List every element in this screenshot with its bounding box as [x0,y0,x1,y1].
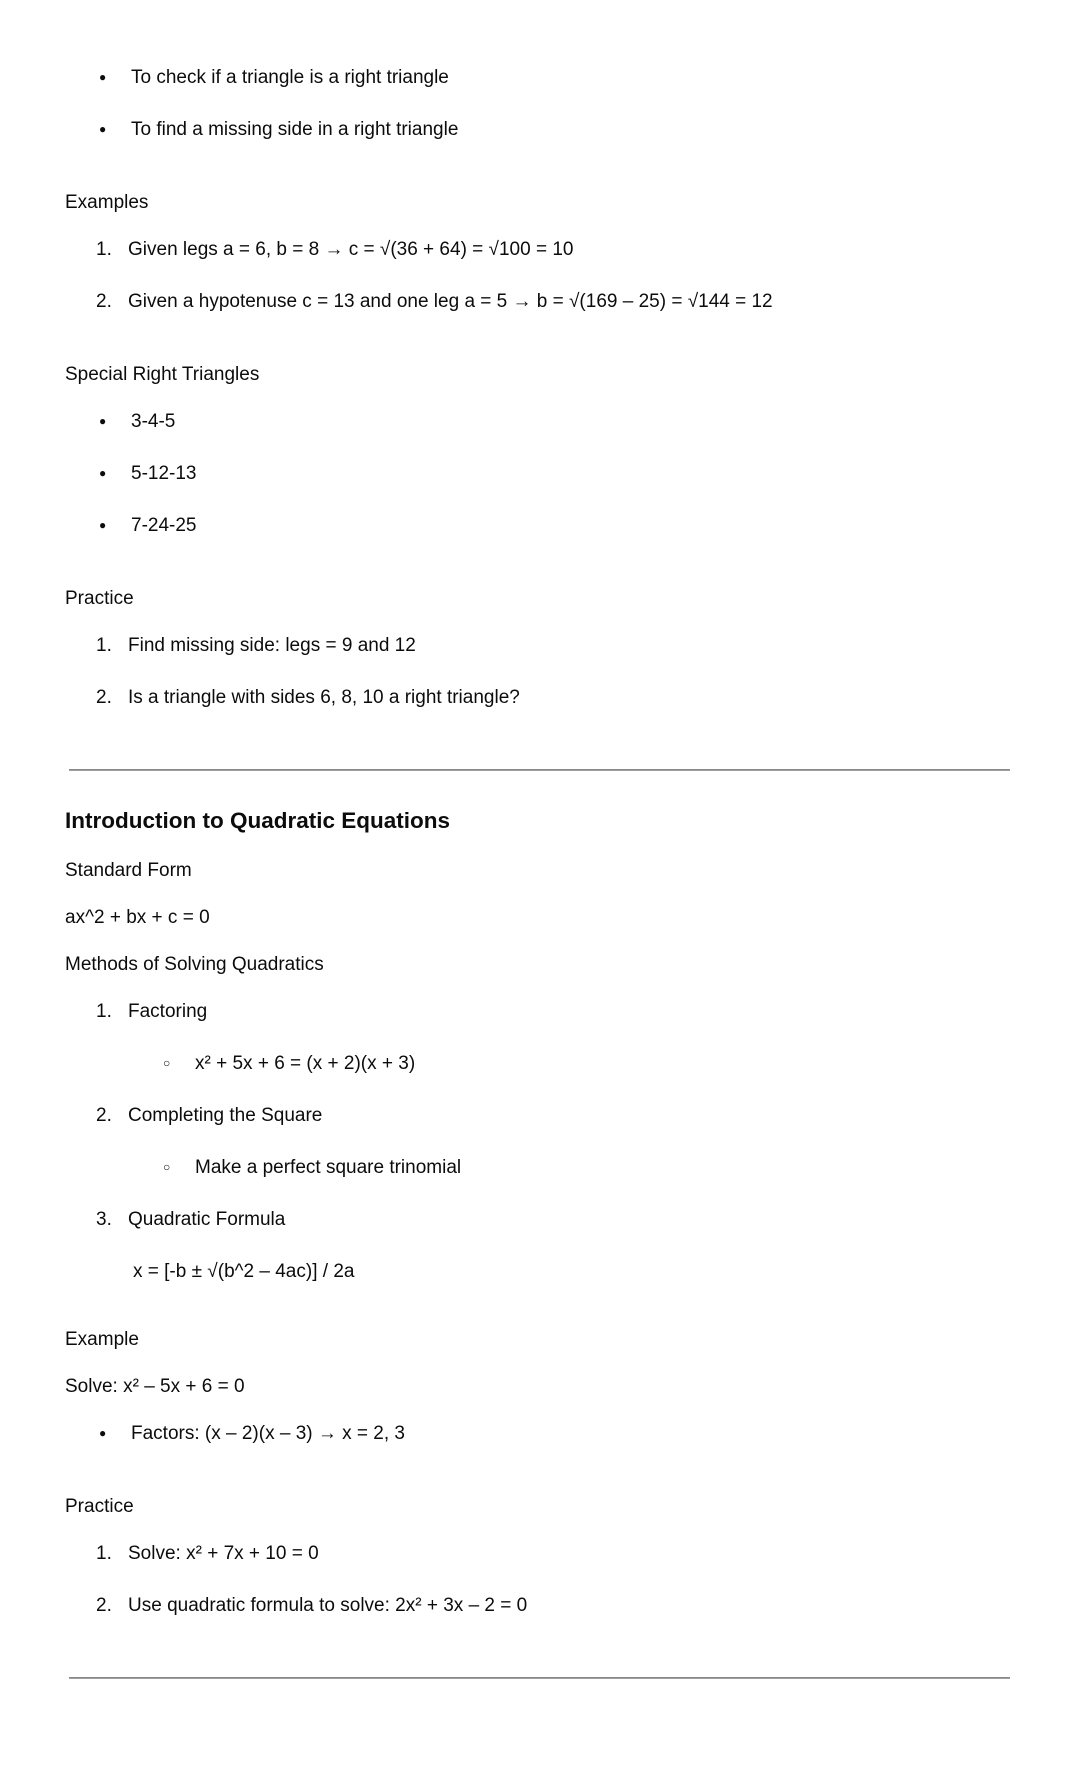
document-body [65,66,1010,1715]
numbered-item [65,1104,1010,1127]
paragraph: Practice [65,588,134,609]
list-item-text: To find a missing side in a right triangle [131,119,459,140]
list-number: 2. [96,687,112,708]
paragraph: Solve: x² – 5x + 6 = 0 [65,1376,245,1397]
list-item-text: Given legs a = 6, b = 8 → c = √(36 + 64) = √100 = 10 [128,239,574,260]
paragraph: Examples [65,192,149,213]
bullet-marker: ● [99,122,107,136]
bullet-marker: ● [99,466,107,480]
bullet-marker: ● [99,518,107,532]
sub-bullet-marker: ○ [163,1056,171,1070]
list-item-text: 3-4-5 [131,411,176,432]
sub-bullet-marker: ○ [163,1160,171,1174]
list-item-text: Quadratic Formula [128,1209,286,1230]
paragraph: Special Right Triangles [65,364,260,385]
paragraph: Methods of Solving Quadratics [65,954,324,975]
list-number: 1. [96,1001,112,1022]
list-item-text: Solve: x² + 7x + 10 = 0 [128,1543,319,1564]
list-item-text: Given a hypotenuse c = 13 and one leg a = 5 → b = √(169 – 25) = √144 = 12 [128,291,773,312]
paragraph: Standard Form [65,860,192,881]
sub-bullet-item [65,1052,1010,1075]
numbered-item [65,1594,1010,1617]
bullet-item [65,462,1010,485]
list-number: 1. [96,239,112,260]
bullet-item [65,66,1010,89]
list-item-text: Completing the Square [128,1105,323,1126]
horizontal-rule [69,1677,1010,1679]
list-number: 2. [96,1105,112,1126]
bullet-item [65,514,1010,537]
bullet-marker: ● [99,1426,107,1440]
numbered-item [65,1542,1010,1565]
numbered-item [65,1208,1010,1231]
list-item-text: Is a triangle with sides 6, 8, 10 a right triangle? [128,687,520,708]
numbered-item [65,634,1010,657]
horizontal-rule [69,769,1010,771]
list-item-text: Make a perfect square trinomial [195,1157,462,1178]
paragraph: ax^2 + bx + c = 0 [65,907,210,928]
numbered-item [65,238,1010,261]
paragraph: x = [-b ± √(b^2 – 4ac)] / 2a [133,1261,355,1282]
list-number: 3. [96,1209,112,1230]
paragraph: Practice [65,1496,134,1517]
list-item-text: 5-12-13 [131,463,197,484]
list-item-text: Factoring [128,1001,208,1022]
list-item-text: To check if a triangle is a right triangle [131,67,449,88]
paragraph: Example [65,1329,139,1350]
list-item-text: 7-24-25 [131,515,197,536]
list-number: 1. [96,635,112,656]
bullet-marker: ● [99,70,107,84]
bullet-item [65,118,1010,141]
list-item-text: Find missing side: legs = 9 and 12 [128,635,416,656]
sub-bullet-item [65,1156,1010,1179]
numbered-item [65,686,1010,709]
list-number: 2. [96,291,112,312]
list-number: 2. [96,1595,112,1616]
numbered-item [65,1000,1010,1023]
numbered-item [65,290,1010,313]
list-item-text: x² + 5x + 6 = (x + 2)(x + 3) [195,1053,416,1074]
list-item-text: Factors: (x – 2)(x – 3) → x = 2, 3 [131,1423,405,1444]
bullet-marker: ● [99,414,107,428]
bullet-item [65,410,1010,433]
section-heading: Introduction to Quadratic Equations [65,808,450,833]
bullet-item [65,1422,1010,1445]
list-number: 1. [96,1543,112,1564]
list-item-text: Use quadratic formula to solve: 2x² + 3x – 2 = 0 [128,1595,528,1616]
